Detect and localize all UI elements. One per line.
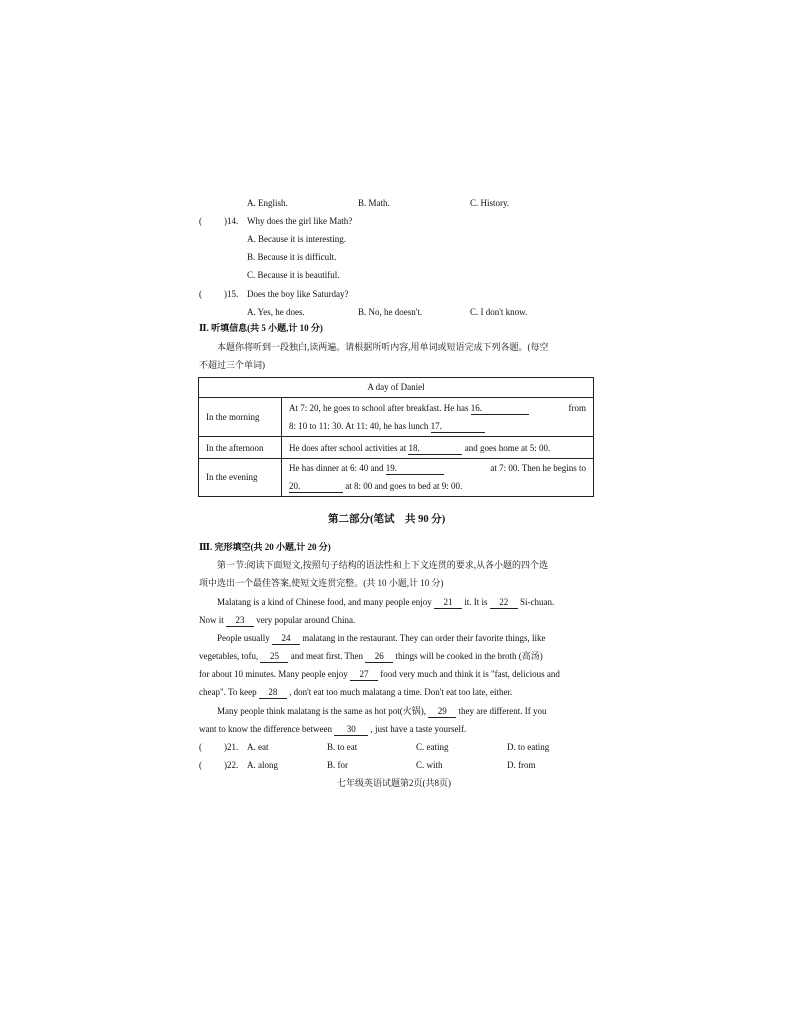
q15-option-c: C. I don't know. [470,307,528,317]
row-label-morning: In the morning [199,398,282,437]
question-text: Does the boy like Saturday? [247,289,349,299]
row-content-afternoon: He does after school activities at 18. and goes home at 5: 00. [282,437,594,458]
blank-21[interactable]: 21 [434,597,462,609]
blank-30[interactable]: 30 [334,724,368,736]
passage-line: Malatang is a kind of Chinese food, and many people enjoy 21 it. It is 22 Si-chuan. [217,597,555,607]
q22-option-b[interactable]: B. for [327,760,348,770]
q21-option-a[interactable]: A. eat [247,742,269,752]
q21-option-b[interactable]: B. to eat [327,742,358,752]
q22-option-a[interactable]: A. along [247,760,278,770]
section-2-heading: Ⅱ. 听填信息(共 5 小题,计 10 分) [199,323,323,333]
blank-18[interactable]: 18. [408,443,462,455]
question-number: )15. [224,289,239,299]
blank-19[interactable]: 19. [386,463,444,475]
question-number: )21. [224,742,239,752]
answer-paren: ( [199,289,202,299]
row-label-afternoon: In the afternoon [199,437,282,458]
q14-option-a: A. Because it is interesting. [247,234,346,244]
blank-16[interactable]: 16. [471,403,529,415]
row-content-morning: At 7: 20, he goes to school after breakfast. He has 16. from 8: 10 to 11: 30. At 11: 40, he has lunch 17. [282,398,594,437]
section-2-instruction: 本题你将听到一段独白,读两遍。请根据所听内容,用单词或短语完成下列各题。(每空 [217,342,549,352]
answer-paren: ( [199,760,202,770]
section-3-instruction-cont: 项中选出一个最佳答案,使短文连贯完整。(共 10 小题,计 10 分) [199,578,444,588]
passage-line: cheap". To keep 28 , don't eat too much malatang a time. Don't eat too late, either. [199,687,513,697]
passage-line: for about 10 minutes. Many people enjoy 27 food very much and think it is "fast, delicious and [199,669,560,679]
passage-line: vegetables, tofu, 25 and meat first. Then 26 things will be cooked in the broth (高汤) [199,651,543,661]
question-number: )22. [224,760,239,770]
answer-paren: ( [199,742,202,752]
blank-25[interactable]: 25 [260,651,288,663]
q21-option-d[interactable]: D. to eating [507,742,550,752]
passage-line: People usually 24 malatang in the restaurant. They can order their favorite things, like [217,633,546,643]
q15-option-b: B. No, he doesn't. [358,307,423,317]
page-footer: 七年级英语试题第2页(共8页) [337,778,451,788]
passage-line: want to know the difference between 30 , just have a taste yourself. [199,724,467,734]
question-number: )14. [224,216,239,226]
row-content-evening: He has dinner at 6: 40 and 19. at 7: 00. Then he begins to 20. at 8: 00 and goes to bed at 9: 00. [282,458,594,496]
part-2-heading: 第二部分(笔试 共 90 分) [328,514,446,525]
blank-29[interactable]: 29 [428,706,456,718]
blank-24[interactable]: 24 [272,633,300,645]
passage-line: Now it 23 very popular around China. [199,615,356,625]
blank-23[interactable]: 23 [226,615,254,627]
q15-option-a: A. Yes, he does. [247,307,305,317]
q14-option-b: B. Because it is difficult. [247,252,337,262]
blank-20[interactable]: 20. [289,481,343,493]
q13-option-b: B. Math. [358,198,390,208]
q22-option-c[interactable]: C. with [416,760,443,770]
answer-paren: ( [199,216,202,226]
blank-22[interactable]: 22 [490,597,518,609]
blank-17[interactable]: 17. [431,421,485,433]
blank-27[interactable]: 27 [350,669,378,681]
section-3-heading: Ⅲ. 完形填空(共 20 小题,计 20 分) [199,542,331,552]
blank-26[interactable]: 26 [365,651,393,663]
row-label-evening: In the evening [199,458,282,496]
section-2-instruction-cont: 不超过三个单词) [199,360,265,370]
q13-option-a: A. English. [247,198,288,208]
q13-option-c: C. History. [470,198,510,208]
q14-option-c: C. Because it is beautiful. [247,270,340,280]
question-text: Why does the girl like Math? [247,216,353,226]
q22-option-d[interactable]: D. from [507,760,536,770]
listening-table [198,377,594,497]
table-title: A day of Daniel [199,378,594,398]
passage-line: Many people think malatang is the same as hot pot(火锅), 29 they are different. If you [217,706,547,716]
blank-28[interactable]: 28 [259,687,287,699]
section-3-instruction: 第一节:阅读下面短文,按照句子结构的语法性和上下文连贯的要求,从各小题的四个选 [217,560,549,570]
q21-option-c[interactable]: C. eating [416,742,449,752]
